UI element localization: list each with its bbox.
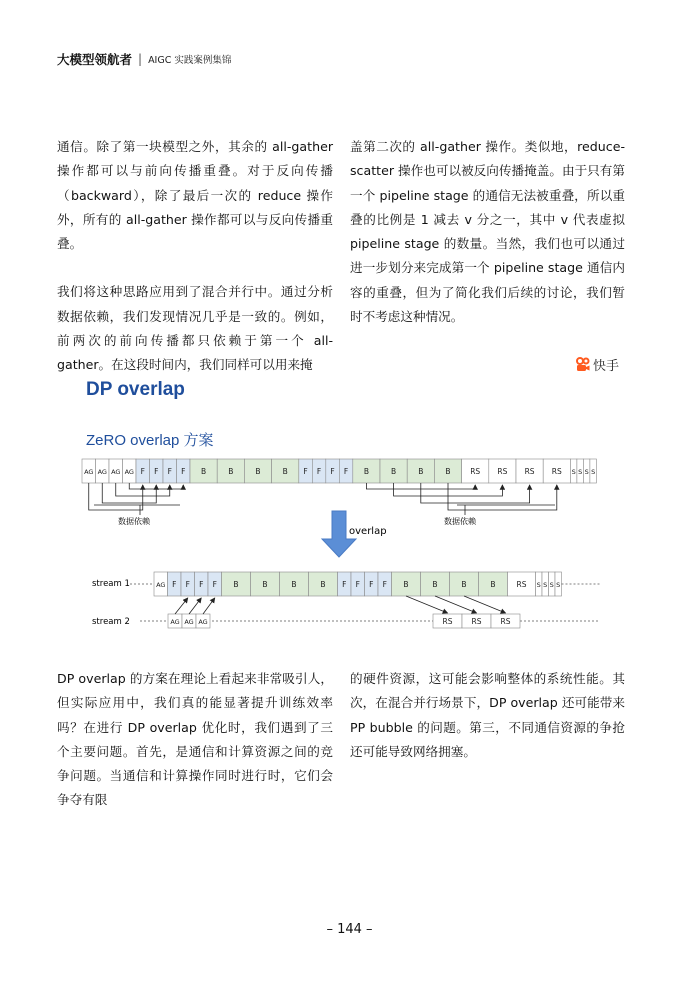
paragraph: 通信。除了第一块模型之外，其余的 all-gather 操作都可以与前向传播重叠。对于反向传播（backward），除了最后一次的 reduce 操作外，所有的 all-gather 操作都可以与反向传播重叠。 — [57, 139, 333, 252]
header-subtitle: AIGC 实践案例集锦 — [148, 55, 232, 66]
top-b-cell-label: B — [391, 467, 397, 476]
top-b-cell-label: B — [363, 467, 369, 476]
stream1-s-cell-label: S — [543, 581, 548, 589]
stream1-s-cell-label: S — [549, 581, 554, 589]
stream1-b-cell-label: B — [262, 580, 268, 589]
stream2-rs-cell-label: RS — [471, 617, 482, 626]
stream1-f-cell-label: F — [199, 580, 204, 589]
stream2-label: stream 2 — [92, 617, 130, 627]
top-dependency-lines — [89, 483, 557, 515]
stream1-f-cell-label: F — [172, 580, 177, 589]
top-b-cell-label: B — [201, 467, 207, 476]
top-f-cell-label: F — [154, 467, 159, 476]
dependency-arrow — [175, 598, 188, 614]
top-b-cell-label: B — [228, 467, 234, 476]
overlap-label: overlap — [349, 526, 387, 537]
top-ag-cell-label: AG — [124, 468, 134, 476]
top-rs-cell-label: RS — [551, 467, 562, 476]
stream1-b-cell-label: B — [291, 580, 297, 589]
top-f-cell-label: F — [167, 467, 172, 476]
paragraph: 盖第二次的 all-gather 操作。类似地，reduce-scatter 操作也可以被反向传播掩盖。由于只有第一个 pipeline stage 的通信无法被重叠，所以重叠的比例是 1 减去 v 分之一，其中 v 代表虚拟 pipeline stage 的数量。当然，我们也可以通过进一步划分来完成第一个 pipeline stage 通信内容的重叠，但为了简化我们后续的讨论，我们暂时不考虑这种情况。 — [350, 139, 625, 325]
stream2-rs-cell-label: RS — [442, 617, 453, 626]
dependency-arrow — [203, 598, 215, 614]
stream1-b-cell-label: B — [403, 580, 409, 589]
dependency-label-right: 数据依赖 — [444, 517, 476, 526]
top-f-cell-label: F — [140, 467, 145, 476]
dependency-arrow — [189, 598, 201, 614]
dependency-label-left: 数据依赖 — [118, 517, 150, 526]
paragraph: 的硬件资源，这可能会影响整体的系统性能。其次，在混合并行场景下，DP overlap 还可能带来 PP bubble 的问题。第三，不同通信资源的争抢还可能导致网络拥塞。 — [350, 671, 625, 759]
top-f-cell-label: F — [303, 467, 308, 476]
stream1-b-cell-label: B — [320, 580, 326, 589]
top-b-cell-label: B — [282, 467, 288, 476]
top-rs-cell-label: RS — [470, 467, 481, 476]
top-f-cell-label: F — [181, 467, 186, 476]
book-title: 大模型领航者 — [57, 52, 133, 67]
stream1-f-cell-label: F — [382, 580, 387, 589]
stream2-ag-cell-label: AG — [198, 618, 208, 626]
top-ag-cell-label: AG — [97, 468, 107, 476]
paragraph: 我们将这种思路应用到了混合并行中。通过分析数据依赖，我们发现情况几乎是一致的。例如，前两次的前向传播都只依赖于第一个 all-gather。在这段时间内，我们同样可以用来掩 — [57, 284, 333, 373]
stream2-ag-cell-label: AG — [184, 618, 194, 626]
stream1-f-cell-label: F — [369, 580, 374, 589]
top-f-cell-label: F — [343, 467, 349, 476]
top-ag-cell-label: AG — [84, 468, 94, 476]
stream1-label: stream 1 — [92, 579, 130, 589]
top-row-timeline — [82, 459, 596, 483]
top-b-cell-label: B — [255, 467, 261, 476]
stream1-timeline — [130, 572, 600, 596]
stream1-s-cell-label: S — [536, 581, 541, 589]
paragraph: DP overlap 的方案在理论上看起来非常吸引人，但实际应用中，我们真的能显著提升训练效率吗？在进行 DP overlap 优化时，我们遇到了三个主要问题。首先，是通信和计算资源之间的竞争问题。当通信和计算操作同时进行时，它们会争夺有限 — [57, 671, 333, 808]
section-title: DP overlap — [86, 379, 185, 400]
figure-title: ZeRO overlap 方案 — [86, 432, 214, 449]
bottom-right-text — [350, 667, 625, 788]
stream1-f-cell-label: F — [342, 580, 347, 589]
stream2-timeline — [140, 614, 600, 628]
top-f-cell-label: F — [330, 467, 335, 476]
top-f-cell-label: F — [316, 467, 322, 476]
top-b-cell-label: B — [445, 467, 451, 476]
top-s-cell-label: S — [584, 468, 589, 476]
stream-dependency-lines — [175, 596, 506, 614]
top-ag-cell-label: AG — [111, 468, 121, 476]
bottom-left-text — [57, 667, 333, 837]
top-rs-cell-label: RS — [497, 467, 508, 476]
top-s-cell-label: S — [578, 468, 583, 476]
page-number: – 144 – — [326, 922, 373, 937]
top-s-cell-label: S — [571, 468, 576, 476]
top-s-cell-label: S — [591, 468, 596, 476]
stream1-rs-cell-label: RS — [516, 580, 527, 589]
stream1-b-cell-label: B — [490, 580, 496, 589]
header-separator: | — [138, 52, 143, 66]
stream2-rs-cell-label: RS — [500, 617, 511, 626]
top-rs-cell-label: RS — [524, 467, 535, 476]
stream1-ag-cell-label: AG — [156, 581, 166, 589]
stream1-f-cell-label: F — [185, 580, 190, 589]
stream1-b-cell-label: B — [461, 580, 467, 589]
top-b-cell-label: B — [418, 467, 424, 476]
stream1-b-cell-label: B — [233, 580, 239, 589]
stream1-s-cell-label: S — [556, 581, 561, 589]
logo-text: 快手 — [593, 359, 620, 374]
stream1-b-cell-label: B — [432, 580, 438, 589]
stream1-f-cell-label: F — [212, 580, 217, 589]
stream1-f-cell-label: F — [355, 580, 360, 589]
stream2-ag-cell-label: AG — [170, 618, 180, 626]
